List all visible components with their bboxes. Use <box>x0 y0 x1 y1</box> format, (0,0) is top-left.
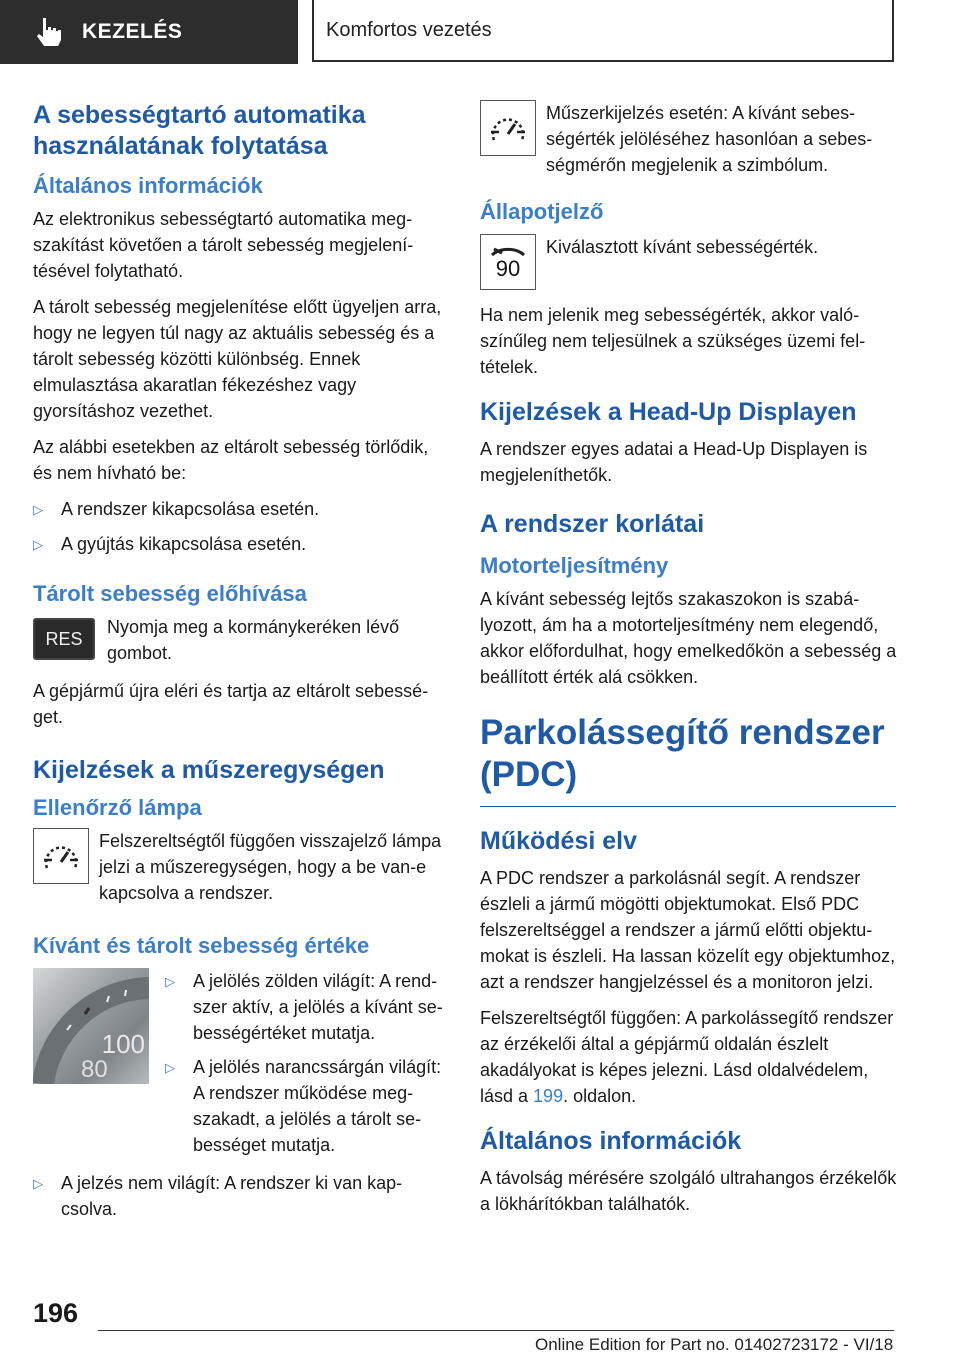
bullet-triangle-icon: ▷ <box>33 502 43 517</box>
section-title: KEZELÉS <box>82 20 183 43</box>
bullet-triangle-icon: ▷ <box>165 974 175 989</box>
paragraph: A PDC rendszer a parkolásnál segít. A rendszer észleli a jármű mögötti objektumokat. Első PDC felszereltséggel a rendszer a jármű előtti objektumokat is észleli. Ha lassan közelít egy objektumhoz, azt a rendszer hangjelzéssel és a monitoron jelzi. <box>480 868 896 992</box>
paragraph: A tárolt sebesség megjelenítése előtt ügyeljen arra, hogy ne legyen túl nagy az aktuális sebesség és a tárolt sebesség közötti különbség. Ennek elmulasztása akaratlan fékezéshez vagy gyorsításhoz vezethet. <box>33 297 442 421</box>
paragraph: Az elektronikus sebességtartó automatika megszakítást követően a tárolt sebesség megjelenítésével folytatható. <box>33 209 414 281</box>
heading-resume-cruise: A sebességtartó automatika használatának folytatása <box>33 101 366 160</box>
bullet-triangle-icon: ▷ <box>165 1060 175 1075</box>
paragraph: Ha nem jelenik meg sebességérték, akkor valószínűleg nem teljesülnek a szükséges üzemi feltételek. <box>480 305 866 377</box>
chapter-title: Komfortos vezetés <box>326 18 492 41</box>
page-link[interactable]: 199 <box>533 1086 564 1106</box>
heading-general-info: Általános információk <box>33 173 263 198</box>
speedometer-icon <box>33 828 89 884</box>
section-tab <box>0 0 298 64</box>
right-column <box>480 100 900 1227</box>
hand-pointer-icon <box>34 15 68 49</box>
res-button-icon: RES <box>33 618 95 660</box>
speedometer-icon <box>480 100 536 156</box>
bullet-triangle-icon: ▷ <box>33 537 43 552</box>
speedo-row <box>33 968 451 1166</box>
heading-rule <box>480 806 896 807</box>
res-button-row: RES Nyomja meg a kormánykeréken lévő gombot. <box>33 614 451 666</box>
list-item: ▷ A jelölés narancssárgán világít: A rendszer működése megszakadt, a jelölés a tárolt sebességet mutatja. <box>165 1054 451 1158</box>
heading-instrument-display: Kijelzések a műszeregységen <box>33 756 385 784</box>
paragraph: A rendszer egyes adatai a Head-Up Displayen is megjeleníthetők. <box>480 439 868 485</box>
page-header <box>0 0 960 66</box>
bullet-triangle-icon: ▷ <box>33 1176 43 1191</box>
paragraph: Az alábbi esetekben az eltárolt sebesség törlődik, és nem hívható be: <box>33 437 429 483</box>
speedometer-image <box>33 968 149 1084</box>
heading-system-limits: A rendszer korlátai <box>480 510 705 538</box>
list-item: ▷ A rendszer kikapcsolása esetén. <box>33 496 451 523</box>
status-row: 90 Kiválasztott kívánt sebességérték. <box>480 234 900 290</box>
list-item: ▷ A jelölés zölden világít: A rendszer aktív, a jelölés a kívánt sebességértéket mutatja. <box>165 968 451 1046</box>
heading-general-info-2: Általános információk <box>480 1127 742 1155</box>
heading-engine-power: Motorteljesítmény <box>480 553 669 578</box>
speed-value-icon: 90 <box>480 234 536 290</box>
list-item: ▷ A jelzés nem világít: A rendszer ki van kapcsolva. <box>33 1170 451 1222</box>
edition-note: Online Edition for Part no. 01402723172 - VI/18 <box>535 1335 894 1354</box>
heading-operating-principle: Működési elv <box>480 827 637 855</box>
page-number: 196 <box>33 1298 79 1328</box>
paragraph: A gépjármű újra eléri és tartja az eltárolt sebességet. <box>33 681 429 727</box>
left-column <box>33 100 451 1230</box>
paragraph: A távolság mérésére szolgáló ultrahangos érzékelők a lökhárítókban találhatók. <box>480 1168 897 1214</box>
heading-pdc: Parkolássegítő rendszer (PDC) <box>480 713 885 794</box>
speedo-label-80: 80 <box>81 1056 108 1083</box>
instrument-symbol-row: Műszerkijelzés esetén: A kívánt sebességérték jelöléséhez hasonlóan a sebességmérőn megjelenik a szimbólum. <box>480 100 900 178</box>
heading-indicator-lamp: Ellenőrző lámpa <box>33 795 202 820</box>
heading-hud: Kijelzések a Head-Up Displayen <box>480 398 857 426</box>
chapter-tab <box>312 0 894 62</box>
lamp-row: Felszereltségtől függően visszajelző lámpa jelzi a műszeregységen, hogy a be van-e kapcsolva a rendszer. <box>33 828 451 906</box>
heading-desired-speed: Kívánt és tárolt sebesség értéke <box>33 933 370 958</box>
paragraph: A kívánt sebesség lejtős szakaszokon is szabályozott, ám ha a motorteljesítmény nem elegendő, akkor előfordulhat, hogy emelkedőkön a sebesség a beállított érték alá csökken. <box>480 589 897 687</box>
heading-status-indicator: Állapotjelző <box>480 199 604 224</box>
heading-recall-speed: Tárolt sebesség előhívása <box>33 581 307 606</box>
footer-rule <box>98 1330 894 1331</box>
speedo-label-100: 100 <box>101 1029 145 1059</box>
list-item: ▷ A gyújtás kikapcsolása esetén. <box>33 531 451 558</box>
paragraph: Felszereltségtől függően: A parkolássegítő rendszer az érzékelői által a gépjármű oldalán észlelt akadályokat is képes jelezni. Lásd oldalvédelem, lásd a 199. oldalon. <box>480 1008 894 1106</box>
